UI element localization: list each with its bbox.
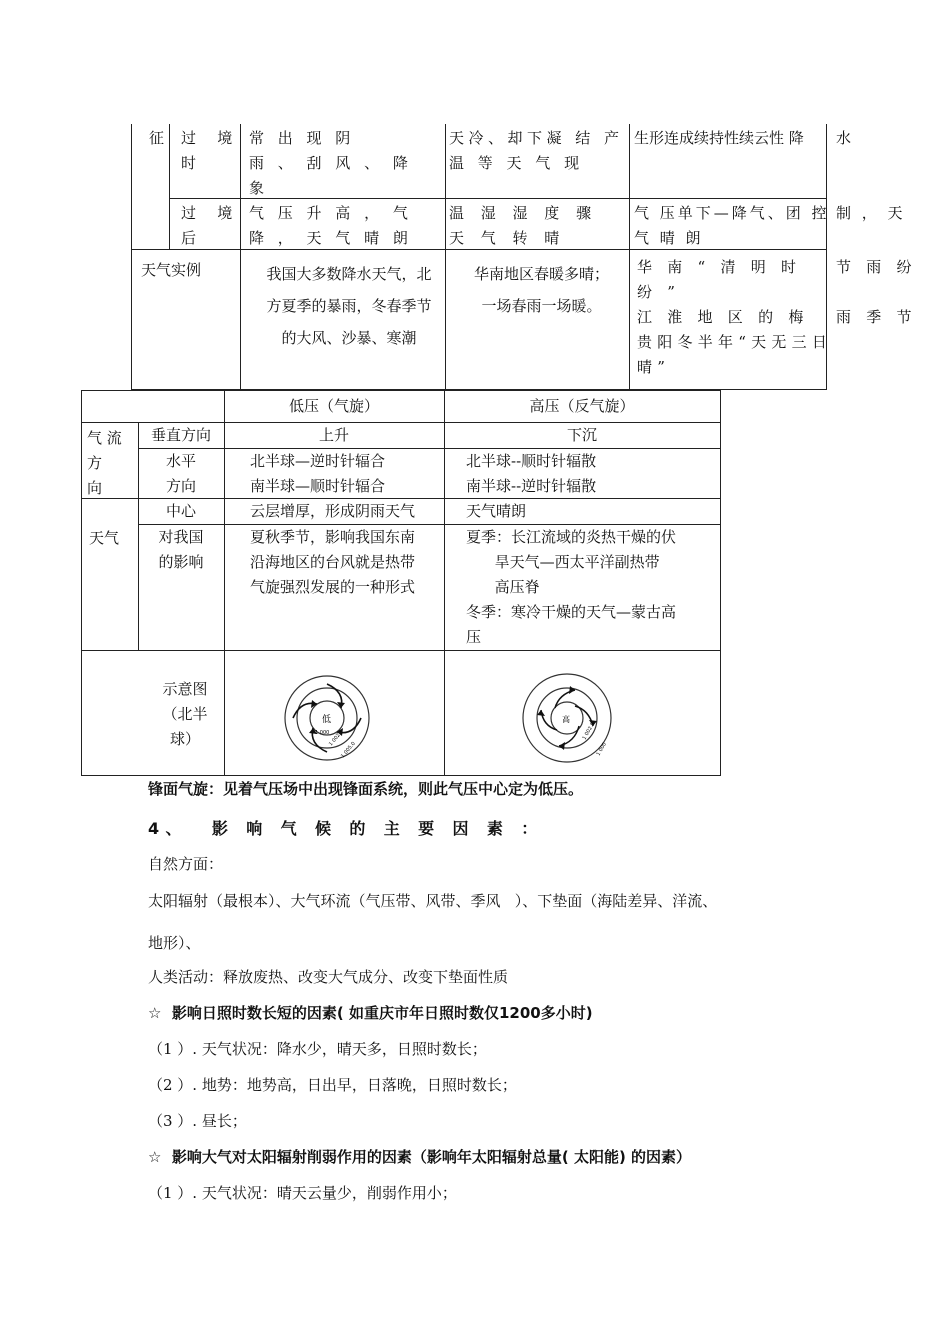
- human-factors: 人类活动：释放废热、改变大气成分、改变下垫面性质: [148, 968, 509, 986]
- sunshine-factor-2: （2 ）. 地势：地势高，日出早，日落晚，日照时数长；: [148, 1076, 517, 1094]
- row-divider: [81, 650, 721, 651]
- row-label-feature: 征: [149, 129, 165, 147]
- cell-warm-front-after: 温 湿 湿 度 骤 天 气 转 晴: [449, 204, 598, 247]
- horizontal-low: 北半球—逆时针辐合 南半球—顺时针辐合: [250, 452, 386, 495]
- cyclone-anticyclone-table: [81, 390, 721, 776]
- row-label-passing: 过 境 时: [181, 129, 241, 172]
- row-label-after: 过 境 后: [181, 204, 241, 247]
- center-high: 天气晴朗: [466, 502, 527, 520]
- row-label-weather-example: 天气实例: [141, 261, 202, 279]
- impact-label: 对我国 的影响: [158, 528, 204, 571]
- col-divider: [169, 124, 170, 249]
- high-center-text: 高: [562, 715, 570, 724]
- isobar-label: 1 000: [315, 730, 330, 736]
- cell-stationary-front-example: 华 南 “ 清 明 时 纷 ” 江 淮 地 区 的 梅 贵阳冬半年“天无三日 晴”: [637, 258, 833, 376]
- vertical-direction-label: 垂直方向: [150, 426, 211, 444]
- sunshine-factor-3: （3 ）. 昼长；: [148, 1112, 247, 1130]
- cell-stationary-front-after: 气 压单下—降气、团 控 气 晴 朗: [634, 204, 830, 247]
- horizontal-direction-label: 水平 方向: [165, 452, 196, 495]
- header-low-pressure: 低压（气旋）: [288, 397, 379, 415]
- front-cyclone-note: 锋面气旋：见着气压场中出现锋面系统，则此气压中心定为低压。: [148, 780, 584, 798]
- cell-extra-example: 节 雨 纷 雨 季 节: [836, 258, 917, 326]
- cell-cold-front-after: 气 压 升 高 ， 气 降 ， 天 气 晴 朗: [249, 204, 413, 247]
- section-4-heading: 4、 影 响 气 候 的 主 要 因 素 ：: [148, 819, 544, 838]
- outflow-arrow: [559, 726, 579, 746]
- cyclone-diagram: [281, 672, 373, 764]
- table-top-border: [81, 390, 721, 391]
- cell-warm-front-example: 华南地区春暖多晴； 一场春雨一场暖。: [473, 265, 609, 315]
- cell-extra-after: 制 ， 天: [836, 204, 906, 222]
- weather-systems-table: [131, 124, 917, 390]
- airflow-direction-label: 气 流 方 向: [87, 429, 122, 497]
- weather-label: 天气: [89, 529, 120, 547]
- anticyclone-diagram: [519, 670, 615, 766]
- arrow-head: [569, 686, 575, 694]
- impact-high-winter: 冬季：寒冷干燥的天气—蒙古高 压: [466, 603, 677, 646]
- cell-cold-front-passing: 常 出 现 阴 雨 、 刮 风 、 降 象: [249, 129, 413, 197]
- natural-factors-line-2: 地形）、: [148, 934, 201, 952]
- outflow-arrow: [541, 710, 557, 730]
- isobar-label: 1 002.5: [327, 728, 345, 748]
- center-low: 云层增厚，形成阴雨天气: [250, 502, 416, 520]
- vertical-high: 下沉: [566, 426, 597, 444]
- isobar-label: 1 005.0: [339, 740, 357, 760]
- horizontal-high: 北半球--顺时针辐散 南半球--逆时针辐散: [466, 452, 597, 495]
- radiation-factor-1: （1 ）. 天气状况：晴天云量少，削弱作用小；: [148, 1184, 457, 1202]
- isobar-label: 1 000: [595, 741, 608, 757]
- diagram-label: 示意图 （北半 球）: [162, 680, 208, 748]
- natural-factors-heading: 自然方面：: [148, 855, 224, 873]
- radiation-factors-heading: ☆ 影响大气对太阳辐射削弱作用的因素（影响年太阳辐射总量( 太阳能) 的因素）: [148, 1148, 692, 1166]
- header-high-pressure: 高压（反气旋）: [529, 397, 635, 415]
- isobar-label: 1 002.5: [581, 721, 597, 741]
- natural-factors-line-1: 太阳辐射（最根本）、大气环流（气压带、风带、季风 ）、下垫面（海陆差异、洋流、: [148, 892, 718, 910]
- sunshine-factor-1: （1 ）. 天气状况：降水少，晴天多，日照时数长；: [148, 1040, 487, 1058]
- table-left-border: [81, 390, 82, 776]
- col-divider: [131, 124, 132, 390]
- impact-high-summer: 夏季：长江流域的炎热干燥的伏 旱天气—西太平洋副热带 高压脊: [466, 528, 677, 596]
- table-bottom-border: [81, 775, 721, 776]
- cell-cold-front-example: 我国大多数降水天气，北 方夏季的暴雨，冬春季节 的大风、沙暴、寒潮: [266, 265, 432, 347]
- low-center-text: 低: [322, 715, 332, 725]
- impact-low: 夏秋季节，影响我国东南 沿海地区的台风就是热带 气旋强烈发展的一种形式: [250, 528, 416, 596]
- cell-warm-front-passing: 天冷、却下凝 结 产 温 等 天 气 现: [449, 129, 624, 172]
- cell-stationary-front-passing: 生形连成续持性续云性 降: [634, 129, 804, 147]
- sunshine-factors-heading: ☆ 影响日照时数长短的因素( 如重庆市年日照时数仅1200多小时): [148, 1004, 593, 1022]
- center-label: 中心: [165, 502, 196, 520]
- arrow-head: [559, 742, 565, 750]
- vertical-low: 上升: [318, 426, 349, 444]
- cell-extra-passing: 水: [836, 129, 852, 147]
